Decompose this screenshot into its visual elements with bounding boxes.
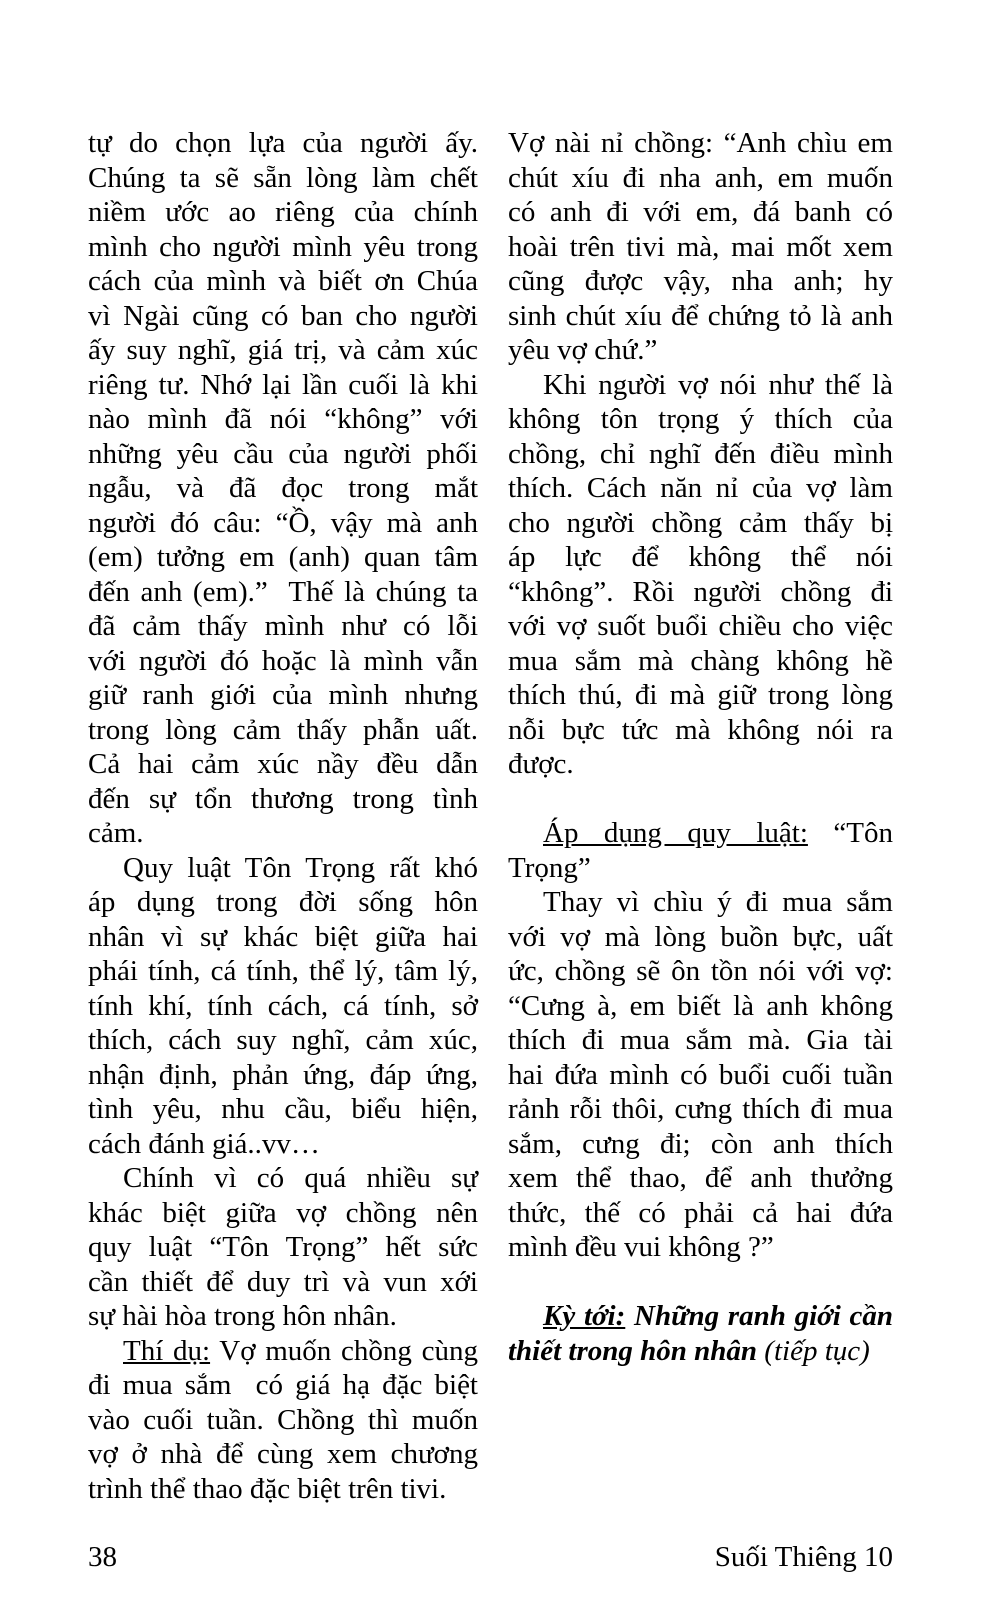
- left-text-column: [88, 126, 478, 1506]
- text-segment: tình yêu, nhu cầu, biểu hiện,: [88, 1093, 478, 1125]
- text-segment: áp dụng trong đời sống hôn: [88, 886, 478, 918]
- text-line: [508, 1299, 893, 1334]
- text-line: [508, 471, 893, 506]
- text-segment: không tôn trọng ý thích của: [508, 403, 893, 435]
- text-line: [508, 1161, 893, 1196]
- text-line: [88, 954, 478, 989]
- text-line: [88, 161, 478, 196]
- text-line: [88, 713, 478, 748]
- text-line: [88, 1023, 478, 1058]
- text-segment: được.: [508, 748, 574, 780]
- text-segment: người đó câu: “Ồ, vậy mà anh: [88, 506, 478, 539]
- text-line: [88, 678, 478, 713]
- text-line: [508, 575, 893, 610]
- text-line: [508, 954, 893, 989]
- text-segment: cho người chồng cảm thấy bị: [508, 506, 893, 539]
- blank-line: [508, 1265, 893, 1300]
- text-line: [508, 230, 893, 265]
- text-line: [88, 264, 478, 299]
- text-line: [88, 1127, 478, 1162]
- text-segment: Kỳ tới:: [543, 1300, 626, 1332]
- text-segment: riêng tư. Nhớ lại lần cuối là khi: [88, 368, 478, 401]
- text-segment: Chúng ta sẽ sẵn lòng làm chết: [88, 161, 478, 194]
- text-segment: vào cuối tuần. Chồng thì muốn: [88, 1403, 478, 1436]
- text-line: [88, 1058, 478, 1093]
- text-segment: cảm.: [88, 817, 144, 849]
- text-segment: rảnh rỗi thôi, cưng thích đi mua: [508, 1093, 893, 1125]
- text-segment: Trọng”: [508, 851, 591, 884]
- text-line: [88, 333, 478, 368]
- text-line: [88, 471, 478, 506]
- publication-title: Suối Thiêng 10: [714, 1541, 893, 1573]
- text-line: [88, 816, 478, 851]
- text-segment: nhận định, phản ứng, đáp ứng,: [88, 1058, 478, 1091]
- text-segment: đến sự tổn thương trong tình: [88, 782, 478, 815]
- text-line: [88, 402, 478, 437]
- text-segment: thiết trong hôn nhân: [508, 1334, 765, 1367]
- text-segment: (em) tưởng em (anh) quan tâm: [88, 541, 478, 573]
- text-segment: với vợ mà lòng buồn bực, uất: [508, 920, 893, 953]
- text-segment: ngẫu, và đã đọc trong mắt: [88, 472, 478, 504]
- text-line: [88, 230, 478, 265]
- text-line: [88, 368, 478, 403]
- text-line: [88, 1196, 478, 1231]
- text-line: [88, 989, 478, 1024]
- text-segment: Thay vì chìu ý đi mua sắm: [543, 886, 893, 918]
- text-line: [88, 885, 478, 920]
- text-segment: sự hài hòa trong hôn nhân.: [88, 1300, 397, 1332]
- text-line: [88, 195, 478, 230]
- text-segment: vợ ở nhà để cùng xem chương: [88, 1438, 478, 1470]
- text-segment: Những ranh giới cần: [625, 1300, 893, 1332]
- text-segment: “Tôn: [807, 817, 893, 849]
- text-segment: mình cho người mình yêu trong: [88, 230, 478, 263]
- text-line: [88, 609, 478, 644]
- text-line: [88, 437, 478, 472]
- text-segment: với vợ suốt buổi chiều cho việc: [508, 610, 893, 642]
- text-line: [88, 506, 478, 541]
- text-segment: cách của mình và biết ơn Chúa: [88, 265, 478, 297]
- text-segment: (tiếp tục): [764, 1334, 870, 1367]
- text-line: [88, 1161, 478, 1196]
- text-segment: Vợ muốn chồng cùng: [210, 1334, 478, 1367]
- text-segment: cũng được vậy, nha anh; hy: [508, 265, 893, 297]
- text-line: [508, 506, 893, 541]
- text-segment: vì Ngài cũng có ban cho người: [88, 299, 478, 332]
- text-line: [508, 1127, 893, 1162]
- text-line: [508, 299, 893, 334]
- text-segment: chồng, chỉ nghĩ đến điều mình: [508, 437, 893, 470]
- text-segment: “Cưng à, em biết là anh không: [508, 989, 893, 1022]
- text-line: [88, 747, 478, 782]
- text-line: [88, 920, 478, 955]
- text-line: [88, 575, 478, 610]
- text-line: [508, 195, 893, 230]
- text-line: [508, 678, 893, 713]
- text-line: [508, 1196, 893, 1231]
- text-segment: trong lòng cảm thấy phẫn uất.: [88, 713, 478, 746]
- text-segment: áp lực để không thể nói: [508, 541, 893, 573]
- text-segment: khác biệt giữa vợ chồng nên: [88, 1196, 478, 1229]
- text-segment: hoài trên tivi mà, mai mốt xem: [508, 230, 893, 263]
- text-segment: tự do chọn lựa của người ấy.: [88, 127, 478, 159]
- text-line: [88, 299, 478, 334]
- text-segment: nhân vì sự khác biệt giữa hai: [88, 920, 478, 953]
- text-segment: cần thiết để duy trì và vun xới: [88, 1265, 478, 1298]
- text-line: [88, 1092, 478, 1127]
- text-segment: Thí dụ:: [123, 1334, 211, 1367]
- text-line: [88, 782, 478, 817]
- text-line: [88, 1472, 478, 1507]
- text-line: [508, 1092, 893, 1127]
- text-line: [88, 540, 478, 575]
- text-line: [508, 851, 893, 886]
- text-segment: Chính vì có quá nhiều sự: [123, 1162, 478, 1194]
- text-segment: Vợ nài nỉ chồng: “Anh chìu em: [508, 127, 893, 159]
- text-line: [508, 1058, 893, 1093]
- text-segment: Cả hai cảm xúc nầy đều dẫn: [88, 748, 478, 780]
- text-segment: đến anh (em).” Thế là chúng ta: [88, 575, 478, 608]
- text-segment: thức, thế có phải cả hai đứa: [508, 1196, 893, 1229]
- text-line: [88, 1334, 478, 1369]
- text-segment: ức, chồng sẽ ôn tồn nói với vợ:: [508, 955, 893, 987]
- text-line: [508, 402, 893, 437]
- text-line: [508, 885, 893, 920]
- page-number: 38: [88, 1541, 117, 1573]
- text-line: [508, 264, 893, 299]
- text-line: [508, 1334, 893, 1369]
- text-line: [88, 1230, 478, 1265]
- text-line: [508, 161, 893, 196]
- text-line: [88, 1368, 478, 1403]
- text-line: [508, 644, 893, 679]
- text-segment: tính khí, tính cách, cá tính, sở: [88, 989, 478, 1022]
- text-segment: chút xíu đi nha anh, em muốn: [508, 161, 893, 194]
- text-segment: niềm ước ao riêng của chính: [88, 196, 478, 228]
- text-line: [508, 816, 893, 851]
- text-line: [508, 713, 893, 748]
- text-segment: yêu vợ chứ.”: [508, 334, 658, 366]
- text-segment: trình thể thao đặc biệt trên tivi.: [88, 1472, 447, 1505]
- text-segment: nào mình đã nói “không” với: [88, 403, 478, 435]
- text-segment: quy luật “Tôn Trọng” hết sức: [88, 1231, 478, 1263]
- text-segment: giữ ranh giới của mình nhưng: [88, 679, 478, 711]
- text-line: [88, 1265, 478, 1300]
- text-line: [88, 126, 478, 161]
- text-line: [508, 989, 893, 1024]
- text-segment: sắm, cưng đi; còn anh thích: [508, 1127, 893, 1160]
- text-line: [88, 851, 478, 886]
- text-line: [88, 1299, 478, 1334]
- text-line: [508, 437, 893, 472]
- text-line: [508, 1230, 893, 1265]
- text-line: [508, 126, 893, 161]
- text-segment: thích thú, đi mà giữ trong lòng: [508, 679, 893, 711]
- blank-line: [508, 782, 893, 817]
- text-line: [508, 333, 893, 368]
- text-segment: mình đều vui không ?”: [508, 1231, 774, 1263]
- text-segment: nỗi bực tức mà không nói ra: [508, 713, 893, 746]
- text-segment: với người đó hoặc là mình vẫn: [88, 644, 478, 677]
- text-segment: những yêu cầu của người phối: [88, 437, 478, 470]
- right-text-column: [508, 126, 893, 1368]
- text-line: [88, 1437, 478, 1472]
- text-segment: “không”. Rồi người chồng đi: [508, 575, 893, 608]
- text-segment: đã cảm thấy mình như có lỗi: [88, 610, 478, 642]
- text-segment: Áp dụng quy luật:: [543, 817, 808, 849]
- text-segment: xem thể thao, để anh thưởng: [508, 1162, 893, 1194]
- text-segment: Khi người vợ nói như thế là: [543, 368, 893, 401]
- text-line: [508, 540, 893, 575]
- text-line: [508, 368, 893, 403]
- text-line: [88, 1403, 478, 1438]
- text-segment: sinh chút xíu để chứng tỏ là anh: [508, 299, 893, 332]
- text-segment: ấy suy nghĩ, giá trị, và cảm xúc: [88, 334, 478, 366]
- text-segment: có anh đi với em, đá banh có: [508, 196, 893, 228]
- text-segment: thích, cách suy nghĩ, cảm xúc,: [88, 1024, 478, 1056]
- text-line: [88, 644, 478, 679]
- text-segment: đi mua sắm có giá hạ đặc biệt: [88, 1369, 478, 1401]
- text-segment: Quy luật Tôn Trọng rất khó: [123, 851, 478, 884]
- text-line: [508, 1023, 893, 1058]
- text-segment: cách đánh giá..vv…: [88, 1127, 320, 1160]
- page-footer: [88, 1540, 893, 1575]
- text-segment: mua sắm mà chàng không hề: [508, 644, 893, 677]
- text-line: [508, 609, 893, 644]
- text-segment: thích. Cách năn nỉ của vợ làm: [508, 472, 893, 504]
- text-line: [508, 920, 893, 955]
- text-segment: thích đi mua sắm mà. Gia tài: [508, 1024, 893, 1056]
- text-segment: phái tính, cá tính, thể lý, tâm lý,: [88, 955, 478, 987]
- text-segment: hai đứa mình có buổi cuối tuần: [508, 1058, 893, 1091]
- text-line: [508, 747, 893, 782]
